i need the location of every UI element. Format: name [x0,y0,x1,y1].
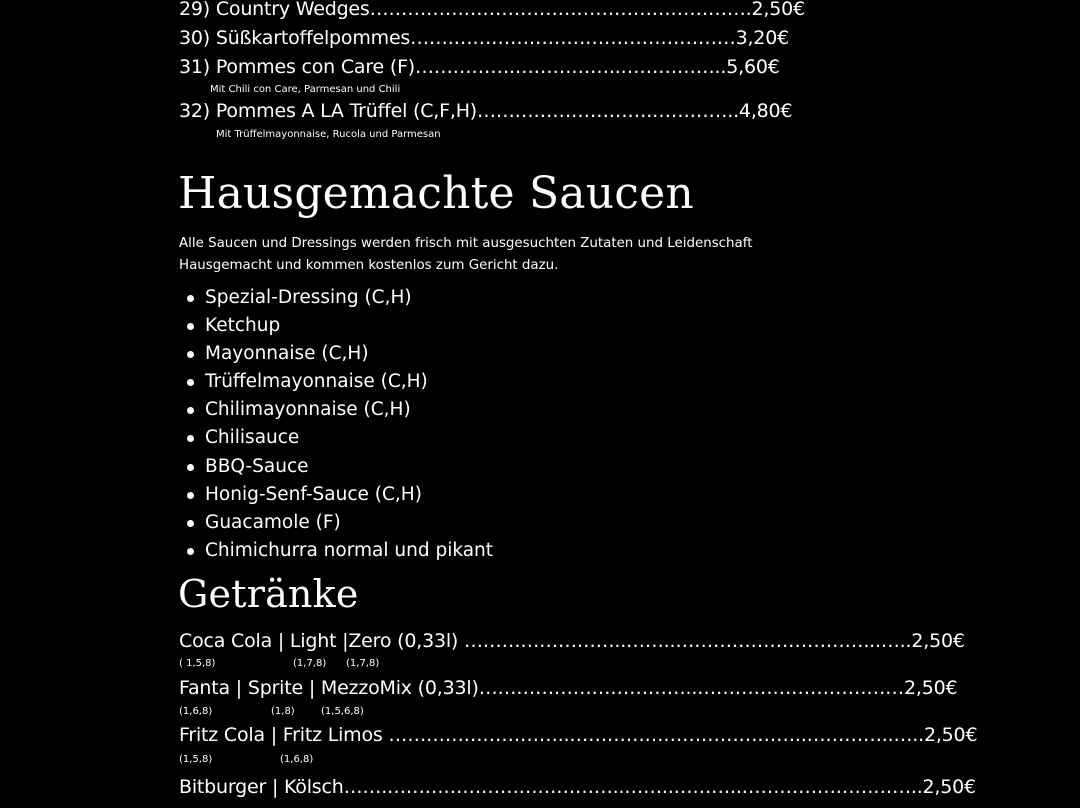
sauces-list [185,284,493,565]
list-item [185,396,493,424]
sauce-name: Chimichurra normal und pikant [205,539,494,561]
bullet-icon [187,295,194,302]
drinks-heading: Getränke [178,572,359,616]
drink-item-fanta: Fanta | Sprite | MezzoMix (0,33l)……………………………..……………………………2,50€ [179,677,958,699]
sauces-intro: Alle Saucen und Dressings werden frisch mit ausgesuchten Zutaten und Leidenschaft Hausgemacht und kommen kostenlos zum Gericht dazu. [179,236,753,273]
sauce-name: Spezial-Dressing (C,H) [205,287,412,308]
drink-code: (1,5,6,8) [321,706,364,717]
drink-code: (1,5,8) [179,754,213,765]
bullet-icon [187,435,194,442]
list-item [185,424,493,452]
sauce-name: Chilimayonnaise (C,H) [205,399,411,421]
list-item [185,312,493,340]
menu-item-country-wedges: 29) Country Wedges…………………………………………………….2,50€ [179,0,805,20]
sauce-name: Honig-Senf-Sauce (C,H) [205,483,422,505]
sauce-name: Guacamole (F) [205,511,341,533]
bullet-icon [187,351,194,358]
menu-item-suesskartoffelpommes: 30) Süßkartoffelpommes…….………………………………………3,20€ [179,27,789,49]
list-item [185,481,493,509]
list-item [185,368,493,396]
drink-code: (1,7,8) [293,658,327,669]
bullet-icon [187,464,194,471]
drink-item-coca-cola: Coca Cola | Light |Zero (0,33l) ……………………..……..…………………………...…..2,50€ [179,630,965,652]
list-item [185,453,493,481]
bullet-icon [187,492,194,499]
sauces-heading: Hausgemachte Saucen [178,168,694,219]
list-item [185,537,493,565]
drink-item-bitburger: Bitburger | Kölsch…….………………………………..……..………..………………………..2,50€ [179,776,976,798]
bullet-icon [187,520,194,527]
sauce-name: BBQ-Sauce [205,455,309,477]
sauce-name: Trüffelmayonnaise (C,H) [205,371,428,393]
drink-code: (1,7,8) [346,658,380,669]
drink-code: (1,6,8) [179,706,213,717]
sauce-name: Chilisauce [205,427,300,449]
list-item [185,509,493,537]
menu-item-pommes-con-care-description: Mit Chili con Care, Parmesan und Chili [210,84,401,95]
bullet-icon [187,407,194,414]
bullet-icon [187,379,194,386]
menu-item-pommes-con-care: 31) Pommes con Care (F)…………….……………..……………..5,60€ [179,56,780,78]
menu-item-pommes-trueffel: 32) Pommes A LA Trüffel (C,F,H)……………………….…………..4,80€ [179,100,793,122]
sauce-name: Mayonnaise (C,H) [205,343,369,365]
drink-code: ( 1,5,8) [179,658,216,669]
drink-item-fritz: Fritz Cola | Fritz Limos ………………………..………………………………..…………..…..2,50€ [179,724,978,746]
bullet-icon [187,323,194,330]
drink-code: (1,6,8) [280,754,314,765]
list-item [185,284,493,312]
drink-code: (1,8) [271,706,295,717]
list-item [185,340,493,368]
bullet-icon [187,548,194,555]
menu-item-pommes-trueffel-description: Mit Trüffelmayonnaise, Rucola und Parmesan [216,129,441,140]
sauce-name: Ketchup [205,315,281,337]
